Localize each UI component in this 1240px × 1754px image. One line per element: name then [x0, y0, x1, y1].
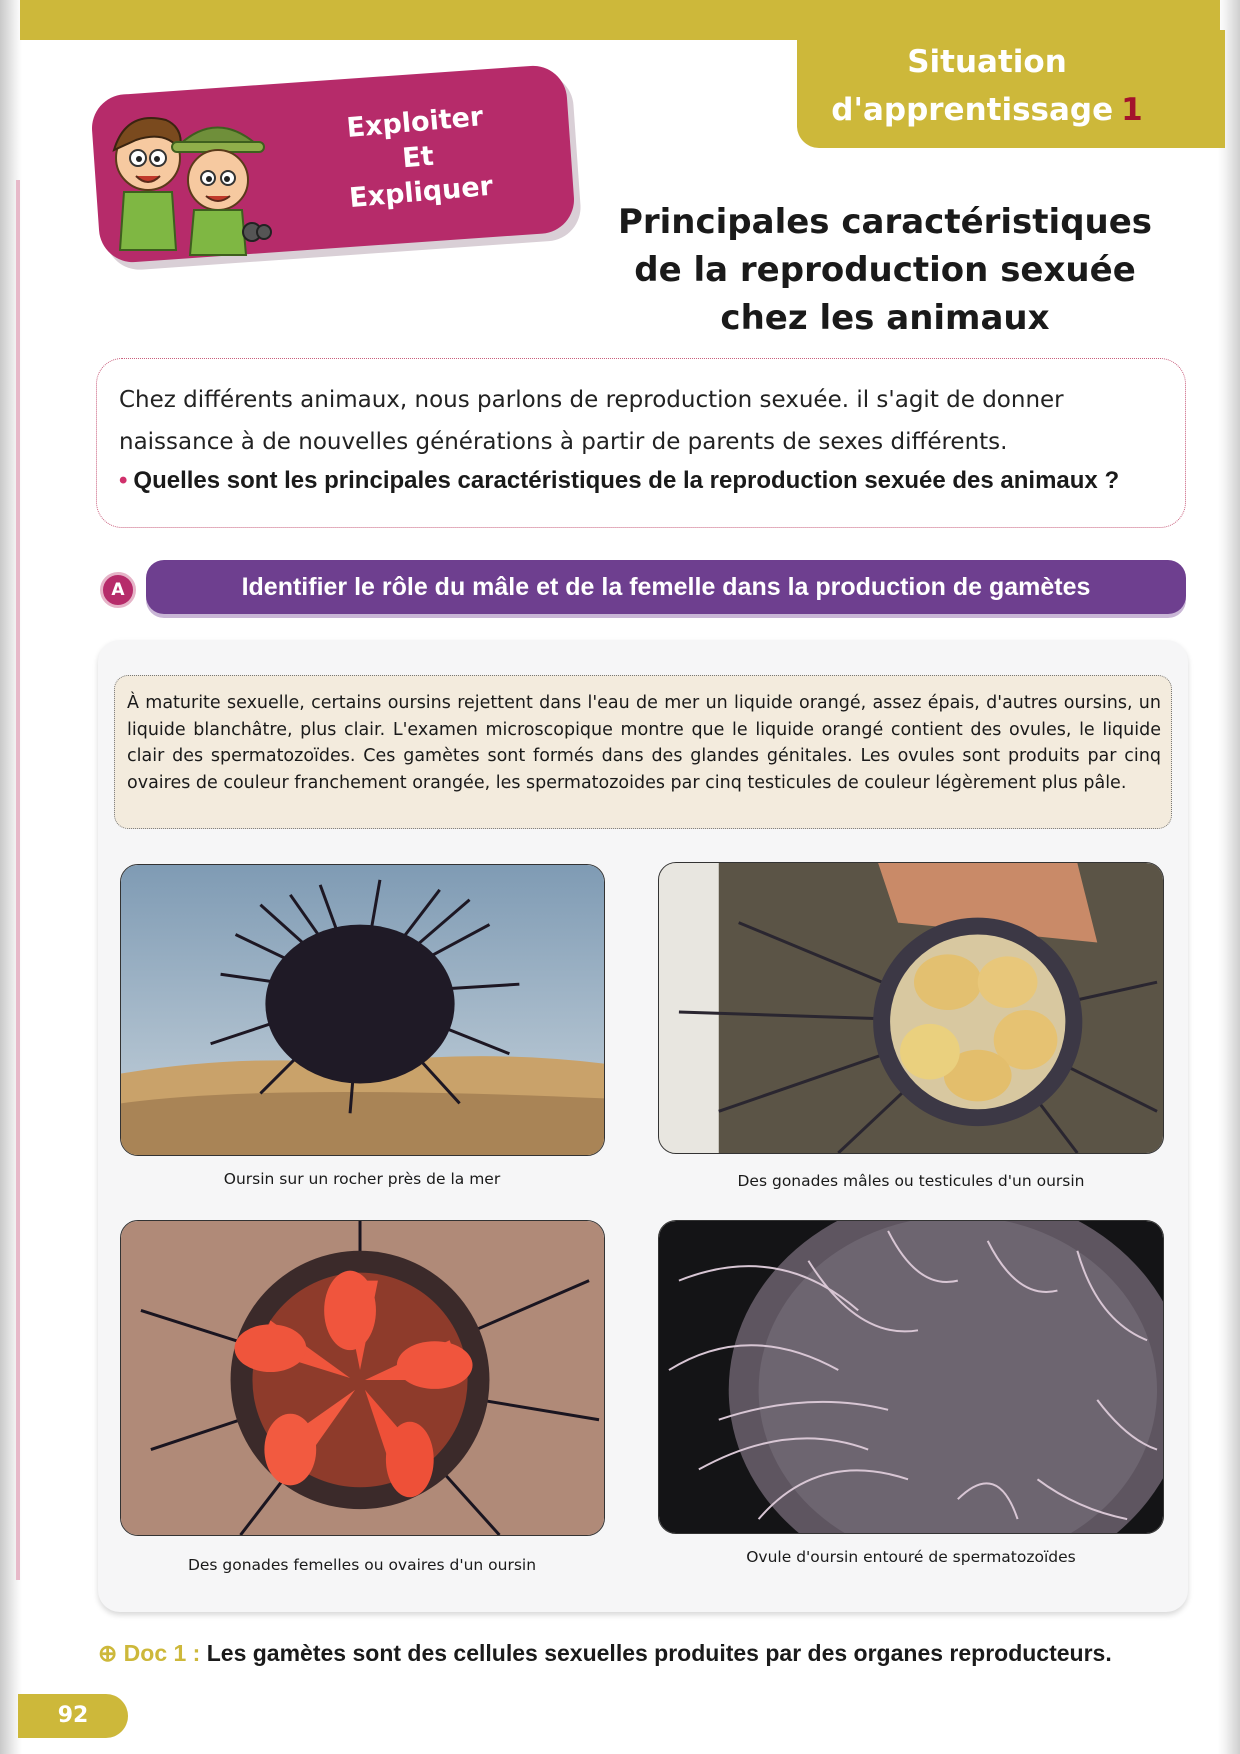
intro-question: [119, 467, 1179, 495]
photo-caption: Des gonades mâles ou testicules d'un oursin: [737, 1172, 1085, 1190]
title-line: chez les animaux: [720, 298, 1050, 338]
female-gonads-image: [121, 1221, 604, 1535]
page-number: 92: [57, 1703, 89, 1728]
intro-text: Chez différents animaux, nous parlons de reproduction sexuée. il s'agit de donner naissance à de nouvelles générations à partir de parents de sexes différents.: [119, 387, 1064, 455]
intro-box: [96, 358, 1186, 528]
section-a-badge: A: [100, 572, 136, 608]
photo-urchin-on-rock: [120, 864, 605, 1156]
doc-text: À maturite sexuelle, certains oursins rejettent dans l'eau de mer un liquide orangé, assez épais, d'autres oursins, un liquide blanchâtre, plus clair. L'examen microscopique montre que le liquide orangé contient des ovules, le liquide clair des spermatozoïdes. Ces gamètes sont formés dans des glandes génitales. Les ovules sont produits par cinq ovaires de couleur franchement orangée, les spermatozoides par cinq testicules de couleur légèrement plus pâle.: [127, 693, 1161, 793]
page-edge-shadow: [1218, 0, 1240, 1754]
section-a-title: Identifier le rôle du mâle et de la femelle dans la production de gamètes: [241, 573, 1091, 601]
doc-1-text: Les gamètes sont des cellules sexuelles produites par des organes reproducteurs.: [206, 1640, 1112, 1666]
photo-male-gonads: [658, 862, 1164, 1154]
margin-stripe: [16, 180, 20, 1580]
photo-caption: Oursin sur un rocher près de la mer: [223, 1170, 501, 1188]
bullet-icon: •: [119, 467, 128, 494]
male-gonads-image: [659, 863, 1163, 1153]
page-number-tab: [18, 1694, 128, 1738]
title-line: de la reproduction sexuée: [634, 250, 1136, 290]
banner-text: [314, 96, 522, 218]
situation-subtitle: [773, 92, 1201, 128]
photo-caption: Des gonades femelles ou ovaires d'un oursin: [187, 1556, 537, 1574]
banner-line: Et: [401, 140, 435, 175]
photo-female-gonads: [120, 1220, 605, 1536]
sea-urchin-image: [121, 865, 604, 1155]
intro-question-text: Quelles sont les principales caractéristiques de la reproduction sexuée des animaux ?: [133, 467, 1120, 494]
banner-line: Expliquer: [348, 170, 495, 215]
page-title: [570, 198, 1200, 342]
title-line: Principales caractéristiques: [617, 202, 1153, 242]
situation-tab: [797, 30, 1225, 148]
situation-label: Situation: [907, 44, 1067, 80]
photo-caption: Ovule d'oursin entouré de spermatozoïdes: [746, 1548, 1076, 1566]
photo-ovule-sperm: [658, 1220, 1164, 1534]
situation-number: 1: [1121, 92, 1143, 128]
ovule-sperm-image: [659, 1221, 1163, 1533]
banner-line: Exploiter: [345, 101, 485, 145]
situation-subtitle-text: d'apprentissage: [831, 92, 1114, 128]
doc-1-label: ⊕ Doc 1 :: [98, 1640, 207, 1666]
kids-mascot-illustration: [96, 100, 272, 260]
section-a-header: [146, 560, 1186, 614]
doc-text-box: [114, 675, 1172, 829]
doc-1-caption: [98, 1640, 1198, 1667]
